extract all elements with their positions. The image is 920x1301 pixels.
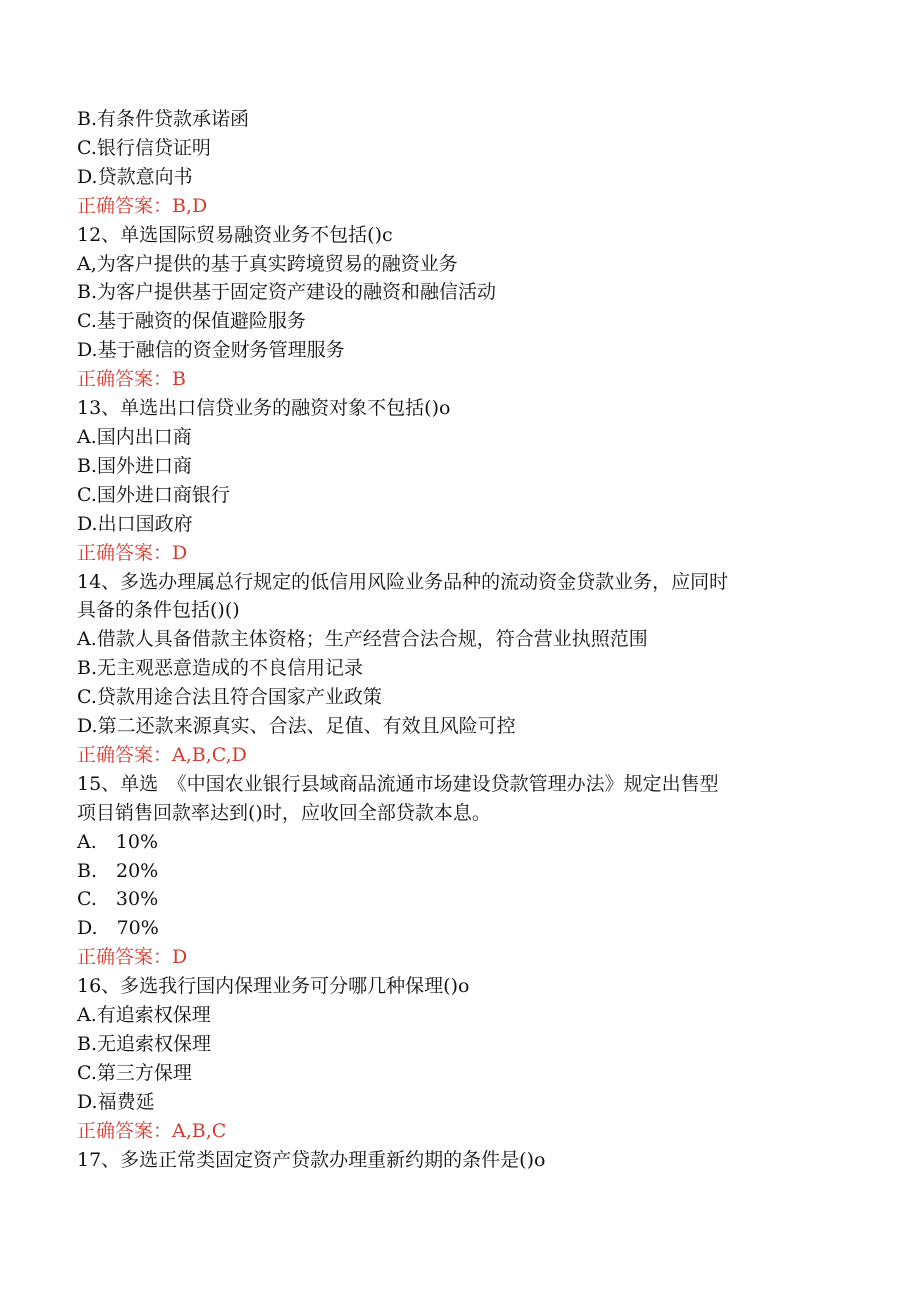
- option-line: C.国外进口商银行: [77, 483, 230, 506]
- option-line: D.基于融信的资金财务管理服务: [77, 339, 345, 362]
- option-line: C.第三方保理: [77, 1061, 192, 1084]
- option-line: D.福费延: [77, 1090, 155, 1113]
- option-line: B. 20%: [77, 859, 159, 882]
- question-line: 项目销售回款率达到()时，应收回全部贷款本息。: [77, 801, 491, 824]
- option-line: A.有追索权保理: [77, 1004, 211, 1027]
- answer-line: 正确答案：A,B,C: [77, 1119, 227, 1142]
- option-line: C.银行信贷证明: [77, 136, 211, 159]
- option-line: D. 70%: [77, 917, 159, 940]
- option-line: D.第二还款来源真实、合法、足值、有效且风险可控: [77, 715, 516, 738]
- answer-line: 正确答案：D: [77, 946, 188, 969]
- option-line: D.出口国政府: [77, 512, 193, 535]
- question-line: 16、多选我行国内保理业务可分哪几种保理()o: [77, 975, 470, 998]
- answer-line: 正确答案：B,D: [77, 194, 208, 217]
- option-line: C.贷款用途合法且符合国家产业政策: [77, 686, 382, 709]
- option-line: A,为客户提供的基于真实跨境贸易的融资业务: [77, 252, 458, 275]
- answer-line: 正确答案：B: [77, 368, 186, 391]
- option-line: B.无主观恶意造成的不良信用记录: [77, 657, 364, 680]
- option-line: B.无追索权保理: [77, 1033, 212, 1055]
- option-line: B.国外进口商: [77, 454, 193, 477]
- answer-line: 正确答案：D: [77, 541, 188, 564]
- option-line: C. 30%: [77, 888, 159, 911]
- document-body: [77, 105, 847, 1175]
- option-line: B.有条件贷款承诺函: [77, 108, 250, 130]
- question-line: 12、单选国际贸易融资业务不包括()c: [77, 223, 393, 246]
- option-line: A. 10%: [77, 830, 158, 853]
- option-line: D.贷款意向书: [77, 165, 193, 188]
- option-line: B.为客户提供基于固定资产建设的融资和融信活动: [77, 281, 497, 304]
- question-line: 15、单选 《中国农业银行县域商品流通市场建设贷款管理办法》规定出售型: [77, 772, 719, 795]
- option-line: A.借款人具备借款主体资格；生产经营合法合规，符合营业执照范围: [77, 628, 648, 651]
- option-line: A.国内出口商: [77, 425, 192, 448]
- question-line: 14、多选办理属总行规定的低信用风险业务品种的流动资金贷款业务，应同时: [77, 570, 729, 593]
- question-line: 具备的条件包括()(): [77, 599, 240, 622]
- question-line: 17、多选正常类固定资产贷款办理重新约期的条件是()o: [77, 1148, 546, 1171]
- question-line: 13、单选出口信贷业务的融资对象不包括()o: [77, 397, 451, 420]
- option-line: C.基于融资的保值避险服务: [77, 310, 306, 333]
- answer-line: 正确答案：A,B,C,D: [77, 743, 247, 766]
